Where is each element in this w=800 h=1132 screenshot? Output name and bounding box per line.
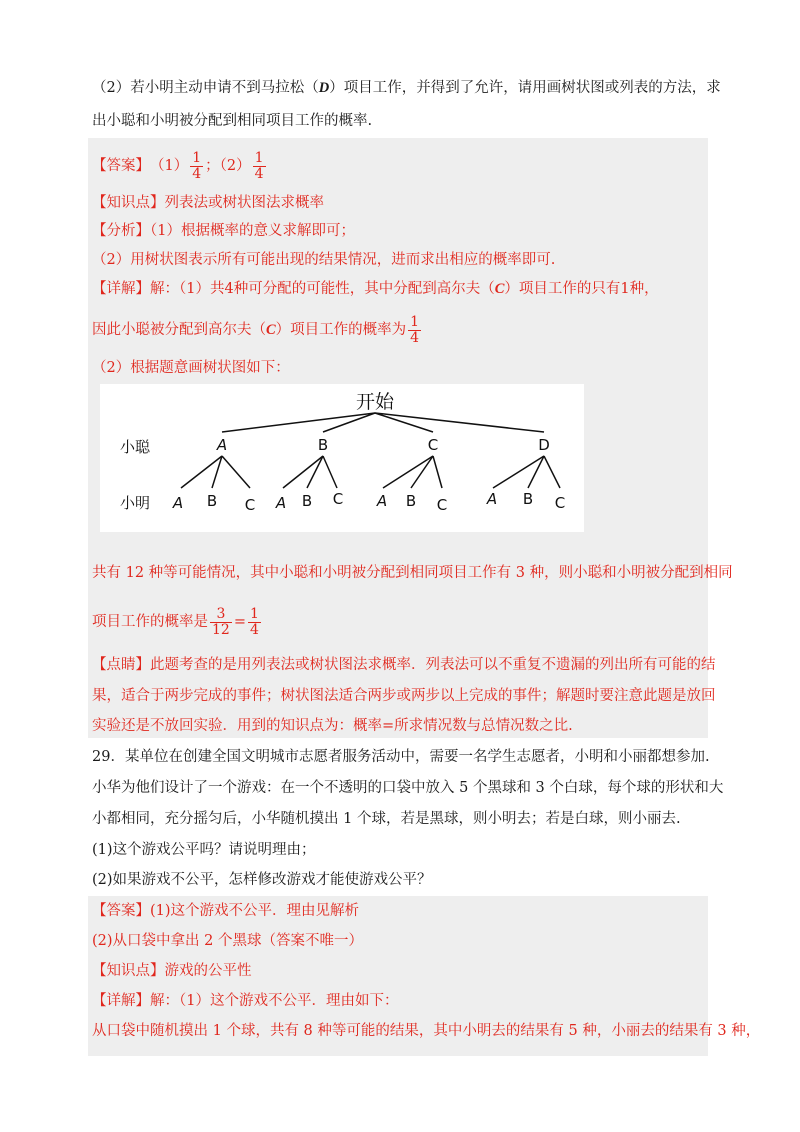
level1-node: B — [317, 436, 329, 454]
level1-node: A — [216, 436, 228, 454]
tree-branch — [181, 456, 222, 488]
tree-branch — [433, 456, 442, 488]
level2-node: B — [522, 490, 534, 508]
tree-branch — [283, 456, 323, 488]
level2-node: C — [244, 496, 256, 514]
tree-branch — [323, 456, 337, 488]
answer-line: 【答案】 （1） $\frac{1}{4}$ ；（2） $\frac{1}{4}$ — [92, 149, 264, 182]
fraction: $\frac{3}{12}$ — [212, 605, 230, 638]
tree-root: 开始 — [355, 391, 395, 413]
level2-node: A — [376, 492, 388, 510]
row-label-xiaocong: 小聪 — [120, 438, 151, 456]
question-line: 小华为他们设计了一个游戏：在一个不透明的口袋中放入 5 个黑球和 3 个白球，每个球的形状和大 — [92, 780, 724, 796]
level2-node: C — [332, 490, 344, 508]
level2-node: A — [172, 494, 184, 512]
row-label-xiaoming: 小明 — [120, 494, 151, 512]
level1-node: D — [538, 436, 550, 454]
level1-node: C — [427, 436, 439, 454]
knowledge-line: 【知识点】列表法或树状图法求概率 — [92, 195, 324, 211]
answer-line: 【答案】(1)这个游戏不公平．理由见解析 — [92, 903, 360, 919]
question-line: 小都相同，充分摇匀后，小华随机摸出 1 个球，若是黑球，则小明去；若是白球，则小丽去. — [92, 811, 681, 827]
detail-line: 因此小聪被分配到高尔夫（ C ）项目工作的概率为 $\frac{1}{4}$ — [92, 313, 420, 346]
tree-level2 — [172, 490, 565, 514]
tree-branch — [222, 413, 375, 432]
comment-line: 果，适合于两步完成的事件；树状图法适合两步或两步以上完成的事件；解题时要注意此题是放回 — [92, 688, 716, 704]
tree-branch — [375, 413, 544, 432]
level2-node: B — [206, 492, 218, 510]
question-line: (2)如果游戏不公平，怎样修改游戏才能使游戏公平？ — [92, 872, 432, 888]
level2-node: A — [486, 490, 498, 508]
tree-branch — [307, 456, 323, 488]
fraction: $\frac{1}{4}$ — [254, 149, 264, 182]
conclusion-line: 项目工作的概率是 $\frac{3}{12}$ = $\frac{1}{4}$ — [92, 605, 259, 638]
fraction: $\frac{1}{4}$ — [410, 313, 420, 346]
fraction: $\frac{1}{4}$ — [192, 149, 202, 182]
level2-node: B — [405, 492, 417, 510]
conclusion-line: 共有 12 种等可能情况，其中小聪和小明被分配到相同项目工作有 3 种，则小聪和小明被分配到相同 — [92, 565, 733, 581]
level2-node: C — [436, 496, 448, 514]
tree-branch — [544, 456, 560, 488]
comment-line: 【点睛】此题考查的是用列表法或树状图法求概率．列表法可以不重复不遗漏的列出所有可能的结 — [92, 657, 716, 673]
detail-line: 从口袋中随机摸出 1 个球，共有 8 种等可能的结果，其中小明去的结果有 5 种，小丽去的结果有 3 种， — [92, 1023, 761, 1039]
tree-branches — [181, 413, 560, 488]
comment-line: 实验还是不放回实验．用到的知识点为：概率=所求情况数与总情况数之比. — [92, 718, 573, 734]
level2-node: C — [554, 494, 566, 512]
level2-node: B — [301, 492, 313, 510]
question-line: （2）若小明主动申请不到马拉松（D）项目工作，并得到了允许，请用画树状图或列表的方法，求 — [92, 80, 721, 96]
question-line: 29．某单位在创建全国文明城市志愿者服务活动中，需要一名学生志愿者，小明和小丽都想参加. — [92, 749, 710, 765]
knowledge-line: 【知识点】游戏的公平性 — [92, 963, 252, 979]
answer-line: (2)从口袋中拿出 2 个黑球（答案不唯一） — [92, 933, 363, 949]
tree-branch — [222, 456, 250, 488]
tree-level1 — [216, 436, 550, 454]
question-line: 出小聪和小明被分配到相同项目工作的概率. — [92, 113, 373, 129]
detail-line: 【详解】解：（1）共4种可分配的可能性，其中分配到高尔夫（C）项目工作的只有1种， — [92, 281, 659, 297]
question-line: (1)这个游戏公平吗？请说明理由； — [92, 842, 316, 858]
tree-branch — [411, 456, 433, 488]
tree-branch — [383, 456, 433, 488]
analysis-line: （2）用树状图表示所有可能出现的结果情况，进而求出相应的概率即可. — [92, 252, 556, 268]
tree-diagram — [100, 384, 584, 532]
level2-node: A — [275, 494, 287, 512]
fraction: $\frac{1}{4}$ — [249, 605, 259, 638]
detail-line: （2）根据题意画树状图如下： — [92, 360, 290, 376]
analysis-line: 【分析】（1）根据概率的意义求解即可； — [92, 223, 355, 239]
detail-line: 【详解】解：（1）这个游戏不公平．理由如下： — [92, 993, 399, 1009]
tree-diagram-svg — [100, 384, 584, 532]
